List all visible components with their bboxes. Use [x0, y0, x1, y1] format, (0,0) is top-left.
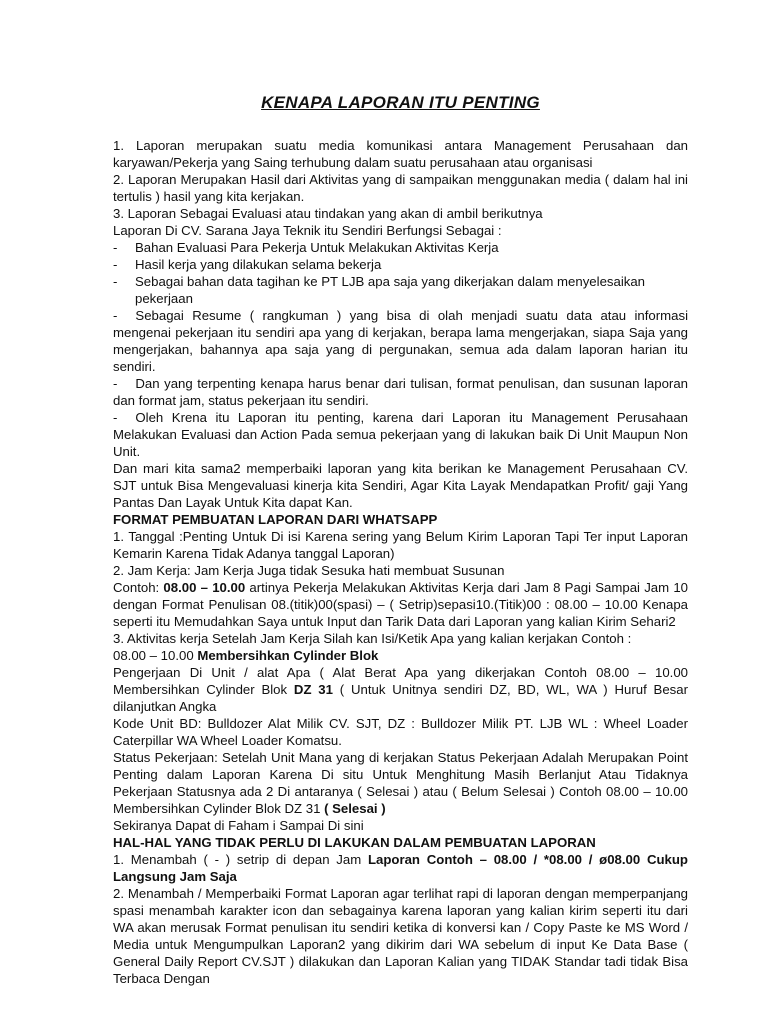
dash-marker: -	[113, 257, 118, 272]
function-item-4	[113, 307, 688, 375]
unit-code: DZ 31	[293, 682, 333, 697]
format-summary: Sekiranya Dapat di Faham i Sampai Di sini	[113, 818, 364, 833]
paragraph-point-1: 1. Laporan merupakan suatu media komunikasi antara Management Perusahaan dan karyawan/Pekerja yang Saing terhubung dalam suatu perusahaan atau organisasi	[113, 138, 688, 170]
document-body	[113, 137, 688, 987]
dash-marker: -	[113, 240, 118, 255]
section-heading-donts: HAL-HAL YANG TIDAK PERLU DI LAKUKAN DALAM PEMBUATAN LAPORAN	[113, 835, 596, 850]
document-title: KENAPA LAPORAN ITU PENTING	[261, 93, 540, 112]
function-item-text: Sebagai Resume ( rangkuman ) yang bisa di olah menjadi suatu data atau informasi mengenai pekerjaan itu sendiri apa yang di kerjakan, berapa lama mengerjakan, siapa Saja yang mengerjakan, bahannya apa saja yang di pergunakan, semua ada dalam laporan harian itu sendiri.	[113, 308, 688, 374]
format-item-status	[113, 749, 688, 817]
format-item-2: 2. Jam Kerja: Jam Kerja Juga tidak Sesuka hati membuat Susunan	[113, 563, 505, 578]
function-item-2	[113, 256, 688, 273]
example-explanation: artinya Pekerja Melakukan Aktivitas Kerja dari Jam 8 Pagi Sampai Jam 10 dengan Format Penulisan 08.(titik)00(spasi) – ( Setrip)sepasi10.(Titik)00 : 08.00 – 10.00 Kenapa seperti itu Memudahkan Saya untuk Input dan Tarik Data dari Laporan yang kalian Kirim Sehari2	[113, 580, 688, 629]
section-heading-format: FORMAT PEMBUATAN LAPORAN DARI WHATSAPP	[113, 512, 438, 527]
function-item-1	[113, 239, 688, 256]
format-item-2-example	[113, 579, 688, 630]
dont-item-1	[113, 851, 688, 885]
dash-marker: -	[113, 308, 118, 323]
format-item-unit-codes: Kode Unit BD: Bulldozer Alat Milik CV. SJT, DZ : Bulldozer Milik PT. LJB WL : Wheel Loader Caterpillar WA Wheel Loader Komatsu.	[113, 716, 688, 748]
example-time-range: 08.00 – 10.00	[113, 648, 198, 663]
dont-item-2: 2. Menambah / Memperbaiki Format Laporan agar terlihat rapi di laporan dengan memperpanjang spasi menambah karakter icon dan sebagainya karena laporan yang kalian kirim seperti itu dari WA akan merusak Format penulisan itu sendiri ketika di konversi kan / Copy Paste ke MS Word / Media untuk Mengumpulkan Laporan2 yang dikirim dari WA sebelum di input Ke Data Base ( General Daily Report CV.SJT ) dilakukan dan Laporan Kalian yang TIDAK Standar tadi tidak Bisa Terbaca Dengan	[113, 886, 688, 986]
status-example: ( Selesai )	[324, 801, 386, 816]
dash-marker: -	[113, 274, 118, 289]
format-item-3: 3. Aktivitas kerja Setelah Jam Kerja Silah kan Isi/Ketik Apa yang kalian kerjakan Contoh :	[113, 631, 632, 646]
function-item-text: Oleh Krena itu Laporan itu penting, karena dari Laporan itu Management Perusahaan Melakukan Evaluasi dan Action Pada semua pekerjaan yang di lakukan baik Di Unit Maupun Non Unit.	[113, 410, 688, 459]
format-item-unit	[113, 664, 688, 715]
paragraph-point-2: 2. Laporan Merupakan Hasil dari Aktivitas yang di sampaikan menggunakan media ( dalam hal ini tertulis ) hasil yang kita kerjakan.	[113, 172, 688, 204]
status-text: Status Pekerjaan: Setelah Unit Mana yang di kerjakan Status Pekerjaan Adalah Merupakan Point Penting dalam Laporan Karena Di situ Untuk Menghitung Masih Berlanjut Atau Tidaknya Pekerjaan Statusnya ada 2 Di antaranya ( Selesai ) atau ( Belum Selesai ) Contoh 08.00 – 10.00 Membersihkan Cylinder Blok DZ 31	[113, 750, 688, 816]
dont-example: Laporan Contoh – 08.00 / *08.00 / ø08.00 Cukup Langsung Jam Saja	[113, 852, 688, 884]
format-item-1: 1. Tanggal :Penting Untuk Di isi Karena sering yang Belum Kirim Laporan Tapi Ter input Laporan Kemarin Karena Tidak Adanya tanggal Laporan)	[113, 529, 688, 561]
format-item-3-example	[113, 647, 688, 664]
function-item-5	[113, 375, 688, 409]
example-label: Contoh:	[113, 580, 164, 595]
function-item-text: Bahan Evaluasi Para Pekerja Untuk Melakukan Aktivitas Kerja	[135, 240, 499, 255]
example-activity: Membersihkan Cylinder Blok	[197, 648, 379, 663]
dash-marker: -	[113, 410, 118, 425]
paragraph-function-intro: Laporan Di CV. Sarana Jaya Teknik itu Sendiri Berfungsi Sebagai :	[113, 223, 502, 238]
dash-marker: -	[113, 376, 118, 391]
function-item-6	[113, 409, 688, 460]
function-item-text: Sebagai bahan data tagihan ke PT LJB apa saja yang dikerjakan dalam menyelesaikan pekerjaan	[135, 274, 646, 306]
unit-text: Pengerjaan Di Unit / alat Apa ( Alat Berat Apa yang dikerjakan Contoh 08.00 – 10.00 Membersihkan Cylinder Blok	[113, 665, 688, 697]
function-item-3	[113, 273, 688, 307]
paragraph-point-3: 3. Laporan Sebagai Evaluasi atau tindakan yang akan di ambil berikutnya	[113, 206, 543, 221]
dont-text: 1. Menambah ( - ) setrip di depan Jam	[113, 852, 368, 867]
paragraph-closing: Dan mari kita sama2 memperbaiki laporan yang kita berikan ke Management Perusahaan CV. SJT untuk Bisa Mengevaluasi kinerja kita Sendiri, Agar Kita Layak Mendapatkan Profit/ gaji Yang Pantas Dan Layak Untuk Kita dapat Kan.	[113, 461, 688, 510]
example-time-range: 08.00 – 10.00	[163, 580, 246, 595]
function-item-text: Dan yang terpenting kenapa harus benar dari tulisan, format penulisan, dan susunan laporan dan format jam, status pekerjaan itu sendiri.	[113, 376, 688, 408]
function-item-text: Hasil kerja yang dilakukan selama bekerja	[135, 257, 382, 272]
unit-text-rest: ( Untuk Unitnya sendiri DZ, BD, WL, WA ) Huruf Besar dilanjutkan Angka	[113, 682, 688, 714]
